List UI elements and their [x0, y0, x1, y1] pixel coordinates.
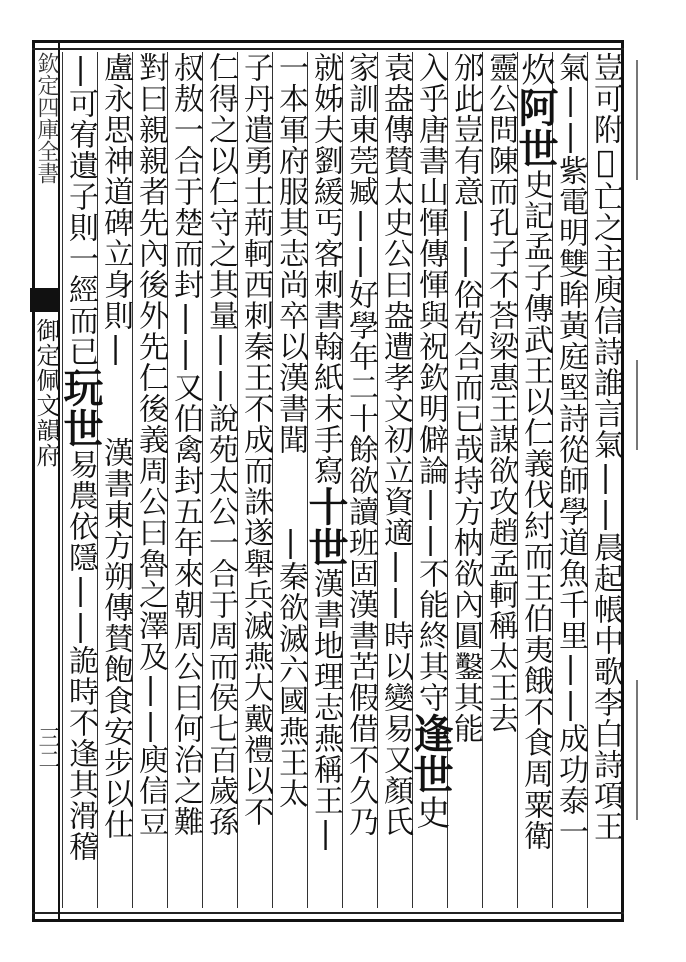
- text-column: [407, 52, 454, 908]
- entry-heading: 逢世: [407, 713, 454, 795]
- column-text: 氣||紫電明雙眸黃庭堅詩從師學道魚千里||成功泰一: [553, 52, 588, 847]
- column-text: 易農依隱||詭時不逢其滑稽: [63, 449, 98, 862]
- column-text: 家訓東莞臧||好學年二十餘欲讀班固漢書苦假借不久乃: [343, 52, 378, 837]
- column-text: 邠此豈有意||俗苟合而已哉持方枘欲內圓鑿其能: [448, 52, 483, 744]
- text-column: [272, 52, 308, 908]
- column-text: 入乎唐書山惲傳惲與祝欽明僻論||不能終其守: [413, 52, 448, 713]
- fish-tail-mark: [30, 288, 60, 312]
- column-text: 子丹遣勇士荊軻西刺秦王不成而誅遂舉兵滅燕大戴禮以不: [238, 52, 273, 827]
- column-text: 豈可附𤼵亡之主庾信詩誰言氣||晨起帳中歌李白詩項王: [588, 52, 623, 842]
- page-number: 三二: [35, 726, 60, 770]
- column-text: |可宥遺子則一經而已: [63, 52, 98, 367]
- text-columns: [57, 52, 623, 908]
- column-text: 漢書東方朔傳賛飽食安步以仕: [98, 437, 133, 840]
- text-column: [552, 52, 588, 908]
- column-text: 漢書地理志燕稱王|: [308, 568, 343, 852]
- text-column: [167, 52, 203, 908]
- text-column: [237, 52, 273, 908]
- text-column: [302, 52, 349, 908]
- text-column: [202, 52, 238, 908]
- bottom-rule: [32, 912, 624, 914]
- text-column: [342, 52, 378, 908]
- top-rule: [32, 48, 624, 50]
- column-text: 就姊夫劉緩丐客刺書翰紙末手寫: [308, 52, 343, 486]
- text-column: [132, 52, 168, 908]
- right-margin-marks: [628, 60, 648, 920]
- column-text: 史記孟子傳武王以仁義伐紂而王伯夷餓不食周粟衛: [518, 169, 553, 851]
- column-text: 仁得之以仁守之其量||說苑太公一合于周而侯七百歲孫: [203, 52, 238, 837]
- entry-heading: 十世: [302, 486, 349, 568]
- column-text: 盧永思神道碑立身則|: [98, 52, 133, 367]
- book-title: 御定佩文韻府: [32, 318, 60, 468]
- text-column: [512, 52, 559, 908]
- text-column: [377, 52, 413, 908]
- column-text: 靈公問陳而孔子不荅梁惠王謀欲攻趙孟軻稱太王去: [483, 52, 518, 734]
- entry-heading: 玩世: [57, 367, 104, 449]
- column-text: |秦欲滅六國燕王太: [273, 525, 308, 809]
- entry-heading: 阿世: [512, 87, 559, 169]
- column-text: 對曰親親者先內後外先仁後義周公曰魯之澤及||庾信豆: [133, 52, 168, 837]
- column-text: 叔敖一合于楚而封||又伯禽封五年來朝周公曰何治之難: [168, 52, 203, 837]
- column-text: 袁盎傳賛太史公曰盎遭孝文初立資適||時以變易又顏氏: [378, 52, 413, 837]
- text-column: [57, 52, 104, 908]
- column-text: 史: [410, 795, 450, 830]
- column-text: 一本軍府服其志尚卒以漢書聞: [273, 52, 308, 455]
- column-text: 炊: [515, 52, 555, 87]
- text-column: [482, 52, 518, 908]
- text-column: [587, 52, 623, 908]
- text-column: [97, 52, 133, 908]
- gutter-header: 欽定四庫全書: [34, 52, 59, 184]
